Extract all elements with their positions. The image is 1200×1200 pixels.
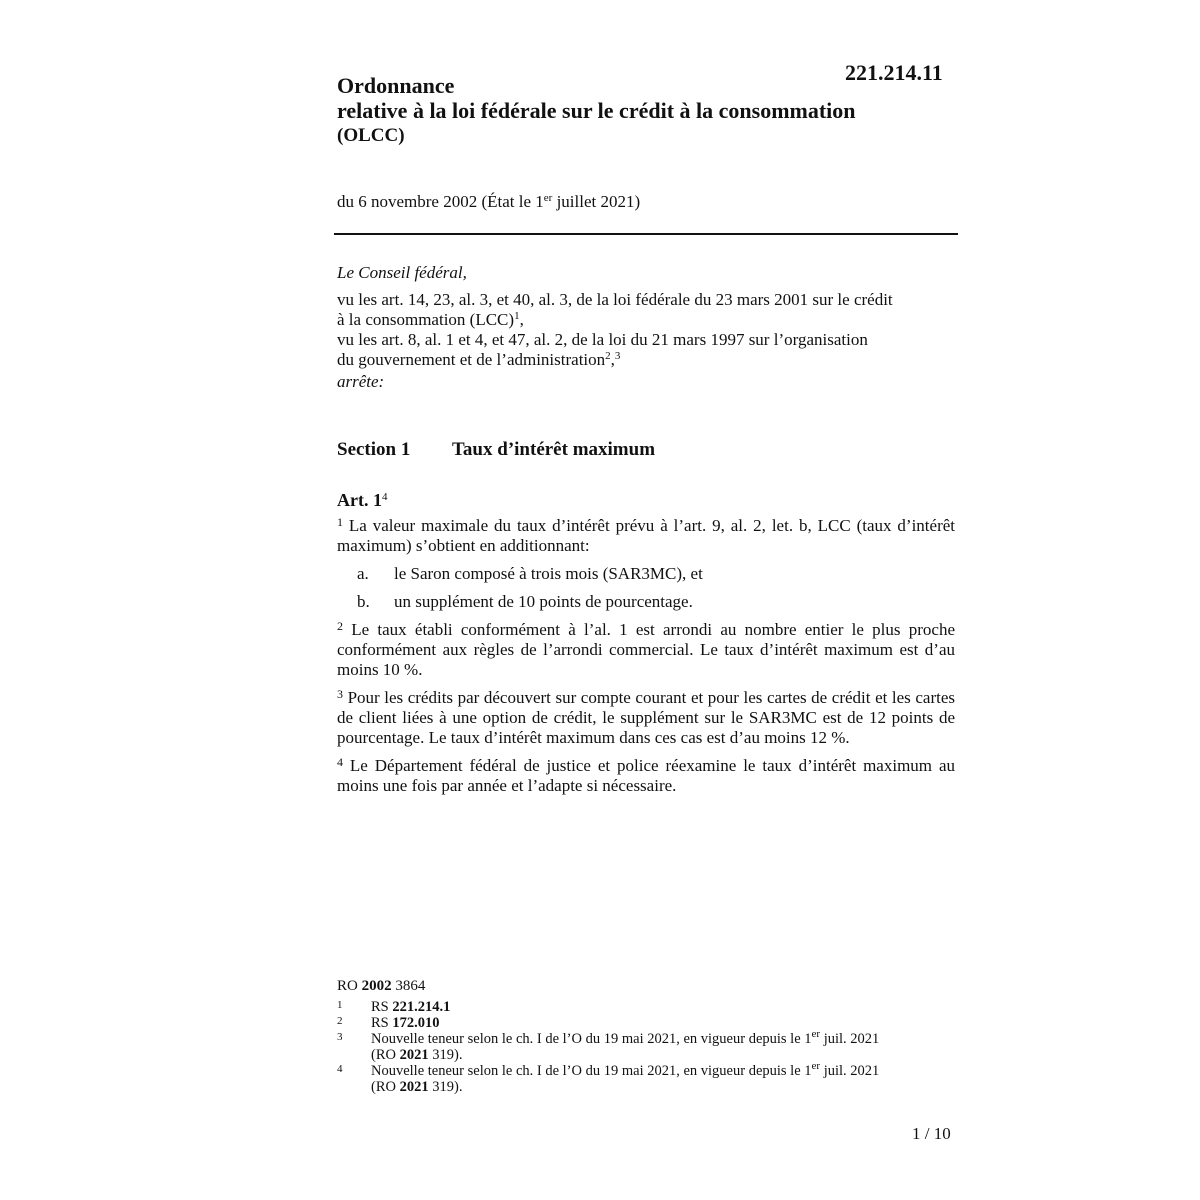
article-heading: Art. $1^4$ — [337, 490, 388, 510]
footnote-1: 1 RS 221.214.1 — [337, 999, 451, 1015]
section-heading — [337, 439, 655, 461]
preamble-vu-1: vu les art. 14, 23, al. 3, et 40, al. 3, de la loi fédérale du 23 mars 2001 sur le crédit à la consommation (LCC)$^1$, — [337, 290, 893, 329]
footnote-4: 4 Nouvelle teneur selon le ch. I de l’O du 19 mai 2021, en vigueur depuis le 1er juil. 2021 (RO 2021 319). — [337, 1060, 880, 1095]
footnote-ref-3[interactable]: 3 — [614, 350, 621, 362]
document-title — [337, 73, 856, 148]
title-abbreviation: (OLCC) — [337, 125, 405, 146]
item-list — [337, 564, 955, 612]
article-body — [337, 516, 955, 804]
paragraph-3: $^3$ Pour les crédits par découvert sur compte courant et pour les cartes de crédit et les cartes de client liées à une option de crédit, le supplément sur le SAR3MC est de 12 points de pourcentage. Le taux d’intérêt maximum dans ces cas est d’au moins 12 %. — [337, 687, 955, 747]
paragraph-1: $^1$ La valeur maximale du taux d’intérêt prévu à l’art. 9, al. 2, let. b, LCC (taux d’intérêt maximum) s’obtient en additionnant: — [337, 515, 956, 555]
list-item: a. le Saron composé à trois mois (SAR3MC), et — [357, 564, 703, 583]
preamble-arrete: arrête: — [337, 372, 385, 391]
list-item: b. un supplément de 10 points de pourcentage. — [357, 592, 693, 611]
preamble-conseil: Le Conseil fédéral, — [337, 263, 467, 282]
footnote-ref-1[interactable]: 1 — [514, 310, 520, 322]
footnote-ref-2[interactable]: 2 — [605, 350, 611, 362]
title-line-1: Ordonnance — [337, 73, 455, 98]
footnote-2: 2 RS 172.010 — [337, 1015, 440, 1031]
preamble-vu-2: vu les art. 8, al. 1 et 4, et 47, al. 2, de la loi du 21 mars 1997 sur l’organisation du gouvernement et de l’administration$^2$,$^3$ — [337, 330, 868, 369]
paragraph-4: $^4$ Le Département fédéral de justice et police réexamine le taux d’intérêt maximum au moins une fois par année et l’adapte si nécessaire. — [337, 755, 955, 795]
rs-number: 221.214.11 — [845, 60, 943, 85]
title-line-2: relative à la loi fédérale sur le crédit à la consommation — [337, 98, 856, 123]
section-label: Section 1 — [337, 439, 411, 460]
preamble — [337, 263, 957, 392]
page-number: 1 / 10 — [912, 1124, 951, 1143]
footnote-3: 3 Nouvelle teneur selon le ch. I de l’O du 19 mai 2021, en vigueur depuis le 1er juil. 2021 (RO 2021 319). — [337, 1028, 880, 1063]
ro-reference: RO 2002 3864 — [337, 978, 426, 994]
header-divider — [334, 233, 958, 235]
paragraph-2: $^2$ Le taux établi conformément à l’al. 1 est arrondi au nombre entier le plus proche conformément aux règles de l’arrondi commercial. Le taux d’intérêt maximum est d’au moins 10 %. — [337, 619, 955, 679]
document-date: du 6 novembre 2002 (État le 1er juillet 2021) — [337, 192, 641, 211]
footnote-ref-4[interactable]: 4 — [381, 491, 388, 503]
section-title: Taux d’intérêt maximum — [452, 439, 656, 460]
footnotes — [337, 999, 957, 1095]
